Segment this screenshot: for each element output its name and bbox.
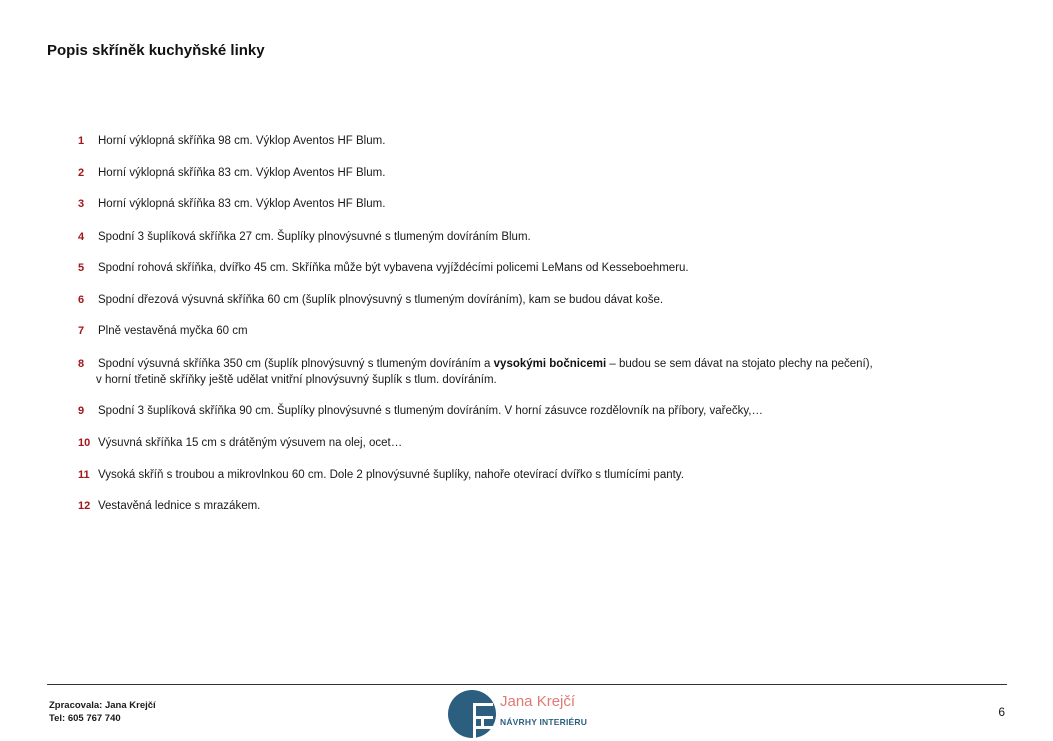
item-number: 4: [78, 231, 85, 243]
prepared-by: Zpracovala: Jana Krejčí: [49, 700, 156, 711]
list-item: [78, 435, 402, 451]
logo-mark-icon: [447, 688, 497, 741]
item-text: Spodní 3 šuplíková skříňka 27 cm. Šuplíky plnovýsuvné s tlumeným dovíráním Blum.: [98, 231, 531, 243]
item-number: 9: [78, 405, 85, 417]
item-text-part: – budou se sem dávat na stojato plechy na pečení),: [606, 358, 873, 370]
item-text: Horní výklopná skříňka 83 cm. Výklop Aventos HF Blum.: [98, 198, 386, 210]
item-text: Spodní rohová skříňka, dvířko 45 cm. Skříňka může být vybavena vyjíždécími policemi LeMans od Kesseboehmeru.: [98, 262, 689, 274]
item-number: 7: [78, 325, 85, 337]
footer-divider: [47, 684, 1007, 685]
item-number: 6: [78, 294, 85, 306]
list-item: [78, 260, 689, 276]
item-number: 11: [78, 469, 90, 481]
phone: Tel: 605 767 740: [49, 713, 121, 724]
item-text: Horní výklopná skříňka 98 cm. Výklop Aventos HF Blum.: [98, 135, 386, 147]
item-number: 10: [78, 437, 91, 449]
list-item: [78, 498, 260, 514]
item-text: Výsuvná skříňka 15 cm s drátěným výsuvem na olej, ocet…: [98, 437, 403, 449]
list-item: [78, 196, 385, 212]
item-text: Spodní 3 šuplíková skříňka 90 cm. Šuplíky plnovýsuvné s tlumeným dovíráním. V horní zásuvce rozdělovník na příbory, vařečky,…: [98, 405, 763, 417]
list-item: [78, 292, 663, 308]
list-item: [78, 403, 763, 419]
logo-name: Jana Krejčí: [500, 693, 576, 710]
item-text: Horní výklopná skříňka 83 cm. Výklop Aventos HF Blum.: [98, 167, 386, 179]
item-text-line2: v horní třetině skříňky ještě udělat vnitřní plnovýsuvný šuplík s tlum. dovíráním.: [96, 374, 497, 386]
item-text-bold: vysokými bočnicemi: [493, 358, 607, 370]
item-text: Spodní dřezová výsuvná skříňka 60 cm (šuplík plnovýsuvný s tlumeným dovíráním), kam se budou dávat koše.: [98, 294, 664, 306]
item-number: 12: [78, 500, 91, 512]
item-text: Plně vestavěná myčka 60 cm: [98, 325, 248, 337]
item-number: 1: [78, 135, 85, 147]
item-number: 8: [78, 358, 85, 370]
list-item: [78, 165, 385, 181]
logo-subtitle: NÁVRHY INTERIÉRU: [500, 717, 588, 727]
list-item: [78, 133, 385, 149]
page-title: Popis skříněk kuchyňské linky: [47, 42, 265, 59]
list-item: [78, 467, 684, 483]
item-text-part: Spodní výsuvná skříňka 350 cm (šuplík plnovýsuvný s tlumeným dovíráním a: [98, 358, 494, 370]
item-text: Vestavěná lednice s mrazákem.: [98, 500, 261, 512]
brand-logo: [447, 688, 597, 741]
list-item: [78, 356, 873, 388]
footer-contact: [49, 699, 156, 725]
page-number: 6: [998, 705, 1005, 719]
list-item: [78, 229, 531, 245]
item-text: Vysoká skříň s troubou a mikrovlnkou 60 cm. Dole 2 plnovýsuvné šuplíky, nahoře otevírací dvířko s tlumícími panty.: [98, 469, 684, 481]
item-number: 5: [78, 262, 85, 274]
item-number: 3: [78, 198, 85, 210]
item-number: 2: [78, 167, 85, 179]
list-item: [78, 323, 248, 339]
item-text: [98, 356, 873, 372]
